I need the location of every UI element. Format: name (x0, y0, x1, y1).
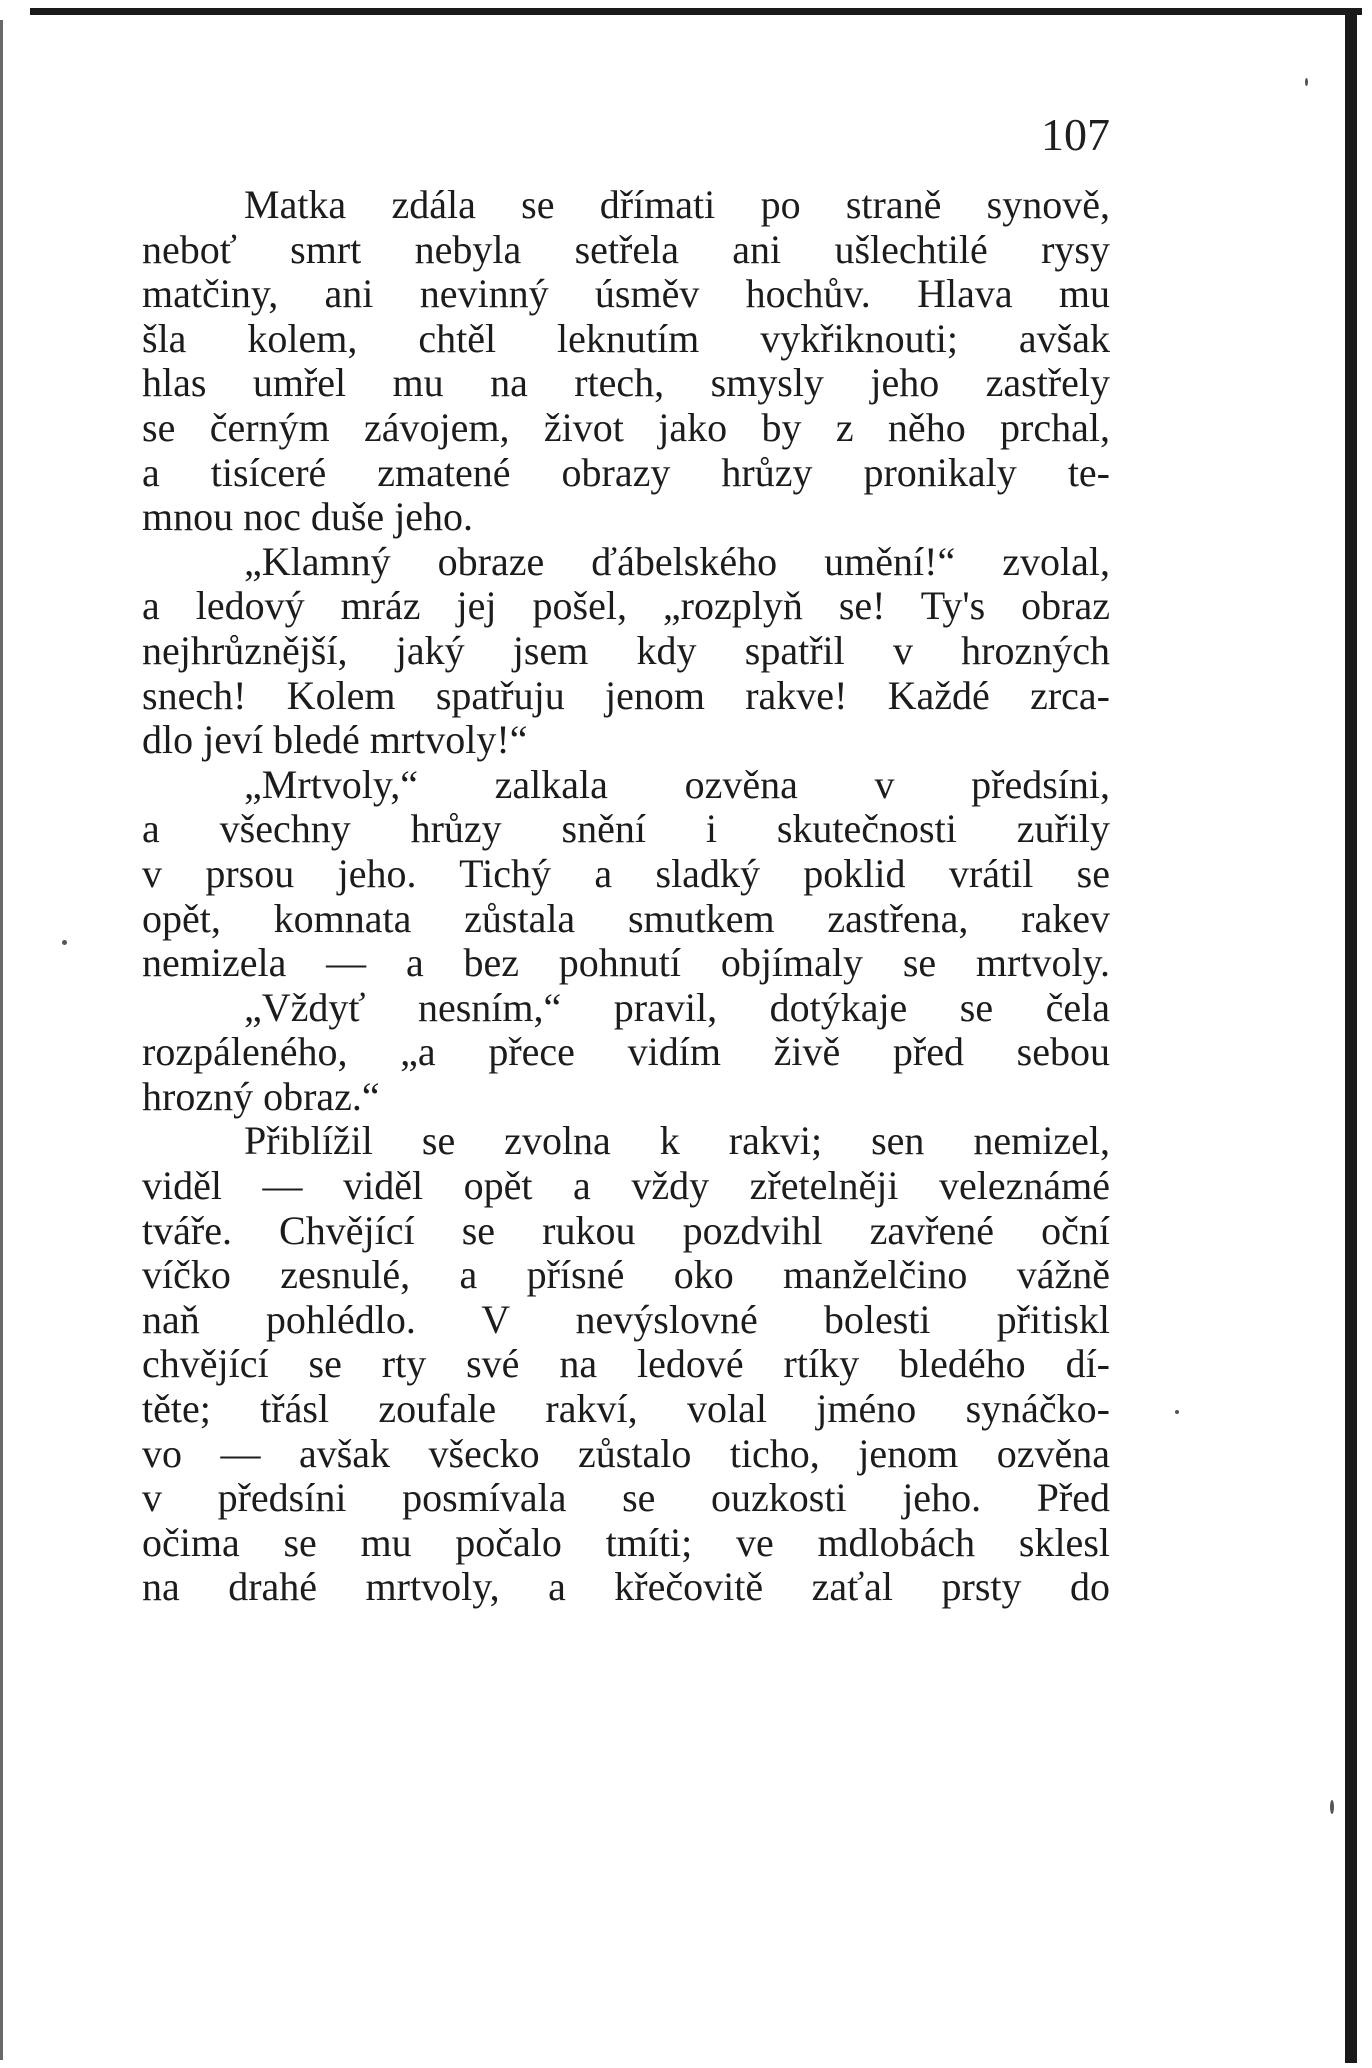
text-line: „Mrtvoly,“ zalkala ozvěna v předsíni, (244, 761, 1110, 807)
text-line: těte; třásl zoufale rakví, volal jméno synáčko- (142, 1386, 1110, 1432)
text-line: chvějící se rty své na ledové rtíky bledého dí- (142, 1341, 1110, 1387)
text-line: a tisíceré zmatené obrazy hrůzy pronikaly te- (142, 449, 1110, 495)
text-line: naň pohlédlo. V nevýslovné bolesti přitiskl (142, 1296, 1110, 1342)
text-line: v prsou jeho. Tichý a sladký poklid vrátil se (142, 850, 1110, 896)
text-line: rozpáleného, „a přece vidím živě před sebou (142, 1029, 1110, 1075)
text-line: snech! Kolem spatřuju jenom rakve! Každé zrca- (142, 672, 1110, 718)
text-line: Přiblížil se zvolna k rakvi; sen nemizel, (244, 1118, 1110, 1164)
text-line: šla kolem, chtěl leknutím vykřiknouti; avšak (142, 315, 1110, 361)
text-line: „Vždyť nesním,“ pravil, dotýkaje se čela (244, 984, 1110, 1030)
text-line: a ledový mráz jej pošel, „rozplyň se! Ty's obraz (142, 583, 1110, 629)
text-line: hlas umřel mu na rtech, smysly jeho zastřely (142, 360, 1110, 406)
text-line: hrozný obraz.“ (142, 1073, 380, 1119)
scan-border-top (30, 8, 1362, 15)
text-line: viděl — viděl opět a vždy zřetelněji veleznámé (142, 1163, 1110, 1209)
body-text (142, 183, 1110, 1610)
text-line: vo — avšak všecko zůstalo ticho, jenom ozvěna (142, 1430, 1110, 1476)
text-line: se černým závojem, život jako by z něho prchal, (142, 404, 1110, 450)
scan-border-right (1345, 8, 1357, 2063)
text-line: matčiny, ani nevinný úsměv hochův. Hlava mu (142, 271, 1110, 317)
scan-speck (1330, 1800, 1334, 1814)
text-line: mnou noc duše jeho. (142, 494, 474, 540)
scan-border-left (0, 20, 3, 2060)
text-line: nemizela — a bez pohnutí objímaly se mrtvoly. (142, 940, 1110, 986)
text-line: Matka zdála se dřímati po straně synově, (244, 182, 1110, 227)
text-line: tváře. Chvějící se rukou pozdvihl zavřené oční (142, 1207, 1110, 1253)
text-line: nejhrůznější, jaký jsem kdy spatřil v hrozných (142, 627, 1110, 673)
text-line: na drahé mrtvoly, a křečovitě zaťal prsty do (142, 1564, 1110, 1610)
page-number: 107 (1041, 109, 1110, 160)
text-line: a všechny hrůzy snění i skutečnosti zuřily (142, 806, 1110, 852)
scan-speck (1305, 78, 1308, 86)
text-line: „Klamný obraze ďábelského umění!“ zvolal, (244, 538, 1110, 584)
text-line: v předsíni posmívala se ouzkosti jeho. Před (142, 1475, 1110, 1521)
scan-speck (1175, 1410, 1179, 1414)
text-line: dlo jeví bledé mrtvoly!“ (142, 717, 528, 763)
text-line: očima se mu počalo tmíti; ve mdlobách sklesl (142, 1519, 1110, 1565)
text-line: neboť smrt nebyla setřela ani ušlechtilé rysy (142, 226, 1110, 272)
text-line: víčko zesnulé, a přísné oko manželčino vážně (142, 1252, 1110, 1298)
scan-speck (62, 940, 67, 945)
text-line: opět, komnata zůstala smutkem zastřena, rakev (142, 895, 1110, 941)
